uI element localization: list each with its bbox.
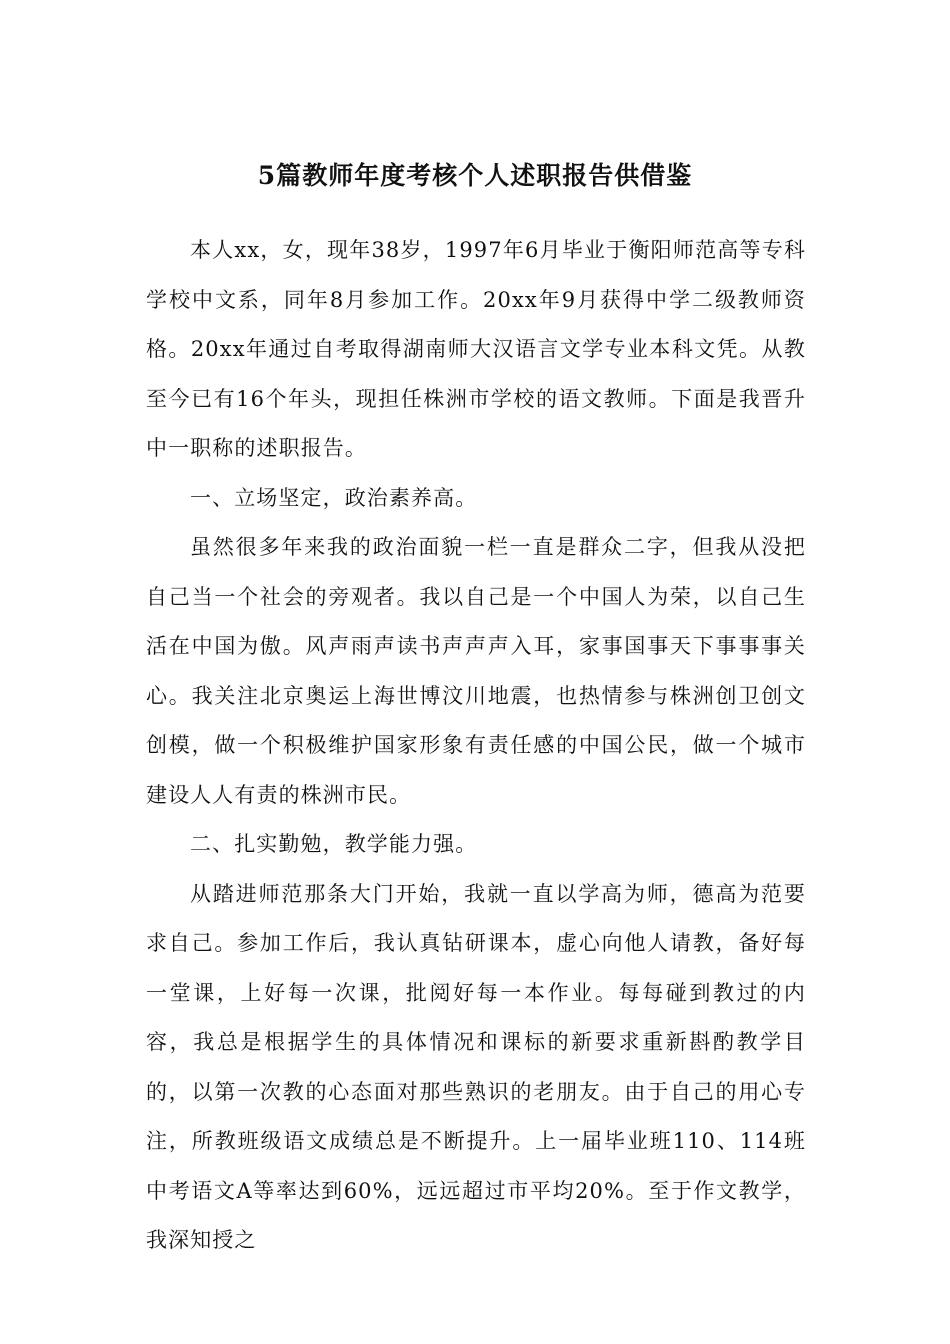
paragraph-intro: 本人xx，女，现年38岁，1997年6月毕业于衡阳师范高等专科学校中文系，同年8月参加工作。20xx年9月获得中学二级教师资格。20xx年通过自考取得湖南师大汉语言文学专业本科文凭。从教至今已有16个年头，现担任株洲市学校的语文教师。下面是我晋升中一职称的述职报告。 [146, 238, 806, 460]
paragraph-teaching: 从踏进师范那条大门开始，我就一直以学高为师，德高为范要求自己。参加工作后，我认真钻研课本，虚心向他人请教，备好每一堂课，上好每一次课，批阅好每一本作业。每每碰到教过的内容，我总是根据学生的具体情况和课标的新要求重新斟酌教学目的，以第一次教的心态面对那些熟识的老朋友。由于自己的用心专注，所教班级语文成绩总是不断提升。上一届毕业班110、114班中考语文A等率达到60%，远远超过市平均20%。至于作文教学，我深知授之 [146, 881, 806, 1252]
paragraph-politics: 虽然很多年来我的政治面貌一栏一直是群众二字，但我从没把自己当一个社会的旁观者。我以自己是一个中国人为荣，以自己生活在中国为傲。风声雨声读书声声声入耳，家事国事天下事事事关心。我关注北京奥运上海世博汶川地震，也热情参与株洲创卫创文创模，做一个积极维护国家形象有责任感的中国公民，做一个城市建设人人有责的株洲市民。 [146, 535, 806, 807]
document-title: 5篇教师年度考核个人述职报告供借鉴 [257, 161, 693, 190]
section-heading-1: 一、立场坚定，政治素养高。 [190, 485, 478, 510]
document-body [146, 226, 806, 1266]
section-heading-2: 二、扎实勤勉，教学能力强。 [190, 832, 478, 856]
